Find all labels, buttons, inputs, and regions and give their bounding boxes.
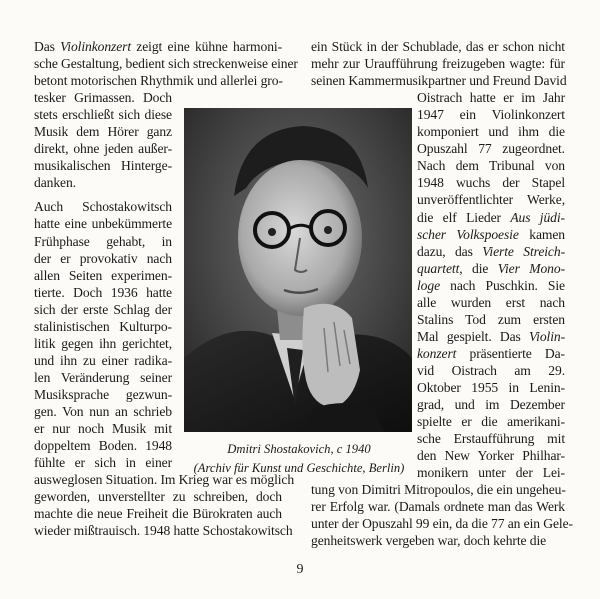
right-column-line: die elf Lieder Aus jüdi-	[417, 210, 565, 225]
italic-title: Vierte Streich-	[482, 244, 565, 259]
right-column-line: monikern unter der Lei-	[417, 465, 565, 480]
right-column-line: quartett, die Vier Mono-	[417, 261, 565, 276]
right-column-line: konzert präsentierte Da-	[417, 346, 565, 361]
left-column-line: Auch Schostakowitsch	[34, 199, 172, 214]
left-column-line: Frühphase gehabt, in	[34, 234, 172, 249]
left-column-line: der er provokativ nach	[34, 251, 172, 266]
left-column-line: und ihn zu einer radika-	[34, 353, 172, 368]
right-column-line: ein Stück in der Schublade, das er schon nicht	[311, 39, 565, 54]
right-column-line: grad, und im Dezember	[417, 397, 565, 412]
italic-title: quartett	[417, 261, 460, 276]
left-column-line: hatte eine unbekümmerte	[34, 216, 172, 231]
left-column-line: wieder mißtrauisch. 1948 hatte Schostakowitsch	[34, 523, 293, 538]
italic-title: Violinkonzert	[60, 39, 132, 54]
left-column-line: danken.	[34, 175, 76, 190]
left-column-line: stalinistischen Kulturpo-	[34, 319, 172, 334]
right-column-line: 1948 wuchs der Stapel	[417, 175, 565, 190]
right-column-line: scher Volkspoesie kamen	[417, 227, 565, 242]
right-column-line: Oistrach hatte er im Jahr	[417, 90, 565, 105]
left-column-line: litik gegen ihn gerichtet,	[34, 336, 172, 351]
portrait-photo	[184, 108, 412, 432]
right-column-line: Opuszahl 77 zugeordnet.	[417, 141, 565, 156]
right-column-line: spielte er die amerikani-	[417, 414, 565, 429]
right-column-line: genheitswerk vergeben war, doch kehrte die	[311, 533, 547, 548]
italic-title: scher Volkspoesie	[417, 227, 519, 242]
right-column-line: dazu, das Vierte Streich-	[417, 244, 565, 259]
right-column-line: Stalins Tod zum ersten	[417, 312, 565, 327]
right-column-line: alle wurden erst nach	[417, 295, 565, 310]
right-column-line: tung von Dimitri Mitropoulos, die ein ungeheu-	[311, 482, 566, 497]
right-column-line: loge nach Puschkin. Sie	[417, 278, 565, 293]
left-column-line: sche Gestaltung, bedient sich streckenweise einer	[34, 56, 298, 71]
right-column-line: komponiert und ihm die	[417, 124, 565, 139]
right-column-line: rer Erfolg war. (Damals ordnete man das Werk	[311, 499, 565, 514]
right-column-line: 1947 ein Violinkonzert	[417, 107, 565, 122]
left-column-line: gen. Von nun an schrieb	[34, 404, 172, 419]
left-column-line: direkt, ohne jeden außer-	[34, 141, 172, 156]
page-number: 9	[296, 562, 304, 577]
left-column-line: er nur noch Musik mit	[34, 421, 172, 436]
right-column-line: unveröffentlichter Werke,	[417, 192, 565, 207]
left-column-line: tierte. Doch 1936 hatte	[34, 285, 172, 300]
left-column-line: allen Seiten experimen-	[34, 268, 172, 283]
left-column-line: stets erschließt sich diese	[34, 107, 172, 122]
left-column-line: fühlte er sich in einer	[34, 455, 172, 470]
italic-title: loge	[417, 278, 441, 293]
left-column-line: len Veränderung seiner	[34, 370, 172, 385]
left-column-line: betont motorischen Rhythmik und allerlei gro-	[34, 73, 283, 88]
right-column-line: mehr zur Uraufführung freizugeben wagte: für	[311, 56, 565, 71]
right-column-line: vid Oistrach am 29.	[417, 363, 565, 378]
photo-caption-line-1: Dmitri Shostakovich, c 1940	[227, 442, 371, 456]
left-column-line: machte die neue Freiheit die Bürokraten auch	[34, 506, 282, 521]
right-column-line: unter der Opuszahl 99 ein, da die 77 an ein Gele-	[311, 516, 573, 531]
italic-title: konzert	[417, 346, 457, 361]
right-column-line: Mal gespielt. Das Violin-	[417, 329, 565, 344]
left-column-line: Musik dem Hörer ganz	[34, 124, 172, 139]
right-column-line: Oktober 1955 in Lenin-	[417, 380, 565, 395]
right-column-line: den New Yorker Philhar-	[417, 448, 565, 463]
left-column-line: musikalischen Hinterge-	[34, 158, 172, 173]
photo-caption-line-2: (Archiv für Kunst und Geschichte, Berlin)	[193, 461, 405, 475]
left-column-line: Musiksprache gezwun-	[34, 387, 172, 402]
left-column-line: geworden, unverstellter zu schreiben, doch	[34, 489, 282, 504]
left-column-line: ausweglosen Situation. Im Krieg war es möglich	[34, 472, 295, 487]
right-column-line: sche Erstaufführung mit	[417, 431, 565, 446]
left-column-line: Das Violinkonzert zeigt eine kühne harmoni-	[34, 39, 282, 54]
left-column-line: sich der erste Schlag der	[34, 302, 172, 317]
italic-title: Vier Mono-	[497, 261, 565, 276]
left-column-line: doppeltem Boden. 1948	[34, 438, 172, 453]
portrait-image	[184, 108, 412, 432]
left-column-line: tesker Grimassen. Doch	[34, 90, 172, 105]
right-column-line: seinen Kammermusikpartner und Freund David	[311, 73, 567, 88]
right-column-line: Nach dem Tribunal von	[417, 158, 565, 173]
italic-title: Violin-	[528, 329, 565, 344]
italic-title: Aus jüdi-	[510, 210, 565, 225]
